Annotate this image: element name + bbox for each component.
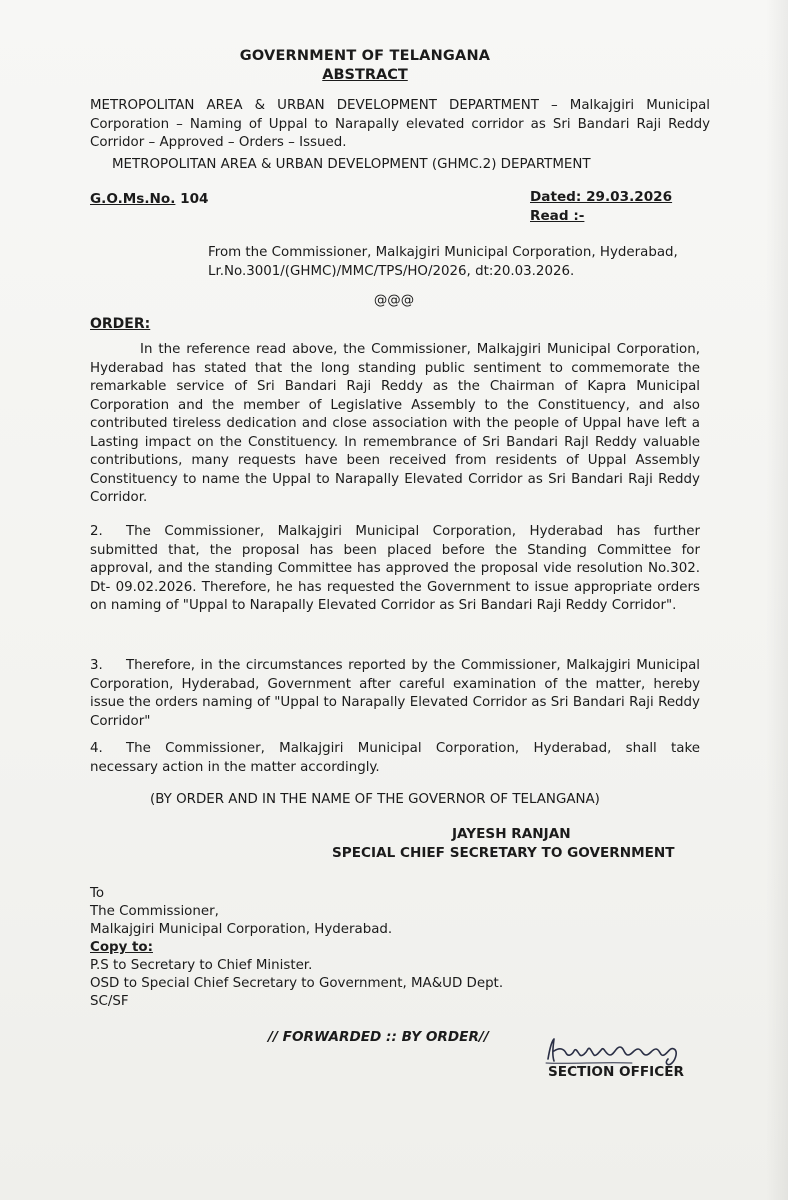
to-line-2: Malkajgiri Municipal Corporation, Hyderabad. <box>90 922 393 937</box>
signatory-title: SPECIAL CHIEF SECRETARY TO GOVERNMENT <box>332 845 675 861</box>
go-number <box>90 191 209 207</box>
copy-to-label: Copy to: <box>90 940 153 955</box>
page-shadow <box>766 0 788 1200</box>
paragraph-3-number: 3. <box>90 658 103 673</box>
dated-text: Dated: 29.03.2026 <box>530 189 673 205</box>
department-line: METROPOLITAN AREA & URBAN DEVELOPMENT (GHMC.2) DEPARTMENT <box>112 157 591 172</box>
order-heading: ORDER: <box>90 316 151 332</box>
read-label: Read :- <box>530 208 585 224</box>
government-heading: GOVERNMENT OF TELANGANA <box>239 48 491 64</box>
paragraph-2-number: 2. <box>90 524 103 539</box>
signatory-name: JAYESH RANJAN <box>452 826 571 842</box>
copy-to-item: OSD to Special Chief Secretary to Government, MA&UD Dept. <box>90 976 504 991</box>
paragraph-4 <box>90 740 700 777</box>
copy-to-item: P.S to Secretary to Chief Minister. <box>90 958 313 973</box>
abstract-heading: ABSTRACT <box>322 67 408 83</box>
paragraph-3 <box>90 657 700 731</box>
to-line-1: The Commissioner, <box>90 904 219 919</box>
reference-line-2: Lr.No.3001/(GHMC)/MMC/TPS/HO/2026, dt:20.03.2026. <box>208 263 575 279</box>
separator-symbols: @@@ <box>373 293 415 308</box>
reference-line-1: From the Commissioner, Malkajgiri Municipal Corporation, Hyderabad, <box>208 245 678 260</box>
paragraph-3-text: Therefore, in the circumstances reported by the Commissioner, Malkajgiri Municipal Corporation, Hyderabad, Government after careful examination of the matter, hereby issue the orders naming of "Uppal to Narapally Elevated Corridor as Sri Bandari Raji Reddy Corridor" <box>90 658 700 729</box>
reference-block <box>208 244 708 281</box>
address-block <box>90 885 503 1011</box>
go-number-value: 104 <box>180 191 209 207</box>
paragraph-4-number: 4. <box>90 741 103 756</box>
to-label: To <box>90 886 105 901</box>
by-order-line: (BY ORDER AND IN THE NAME OF THE GOVERNOR OF TELANGANA) <box>150 792 600 807</box>
section-officer-title: SECTION OFFICER <box>548 1064 684 1080</box>
forwarded-line: // FORWARDED :: BY ORDER// <box>268 1029 489 1045</box>
subject-text: METROPOLITAN AREA & URBAN DEVELOPMENT DEPARTMENT – Malkajgiri Municipal Corporation – Naming of Uppal to Narapally elevated corridor as Sri Bandari Raji Reddy Corridor – Approved – Orders – Issued. <box>90 98 710 150</box>
paragraph-2-text: The Commissioner, Malkajgiri Municipal Corporation, Hyderabad has further submitted that, the proposal has been placed before the Standing Committee for approval, and the standing Committee has approved the proposal vide resolution No.302. Dt- 09.02.2026. Therefore, he has requested the Government to issue appropriate orders on naming of "Uppal to Narapally Elevated Corridor as Sri Bandari Raji Reddy Corridor". <box>90 524 700 613</box>
go-number-label: G.O.Ms.No. <box>90 191 176 207</box>
paragraph-2 <box>90 523 700 616</box>
paragraph-1: In the reference read above, the Commissioner, Malkajgiri Municipal Corporation, Hyderabad has stated that the long standing public sentiment to commemorate the remarkable service of Sri Bandari Raji Reddy as the Chairman of Kapra Municipal Corporation and the member of Legislative Assembly to the Constituency, and also contributed tireless dedication and close association with the people of Uppal have left a Lasting impact on the Constituency. In remembrance of Sri Bandari Rajl Reddy valuable contributions, many requests have been received from residents of Uppal Assembly Constituency to name the Uppal to Narapally Elevated Corridor as Sri Bandari Raji Reddy Corridor. <box>90 342 700 505</box>
paragraph-4-text: The Commissioner, Malkajgiri Municipal Corporation, Hyderabad, shall take necessary action in the matter accordingly. <box>90 741 700 775</box>
handwritten-signature <box>542 1033 692 1067</box>
copy-to-item: SC/SF <box>90 994 129 1009</box>
